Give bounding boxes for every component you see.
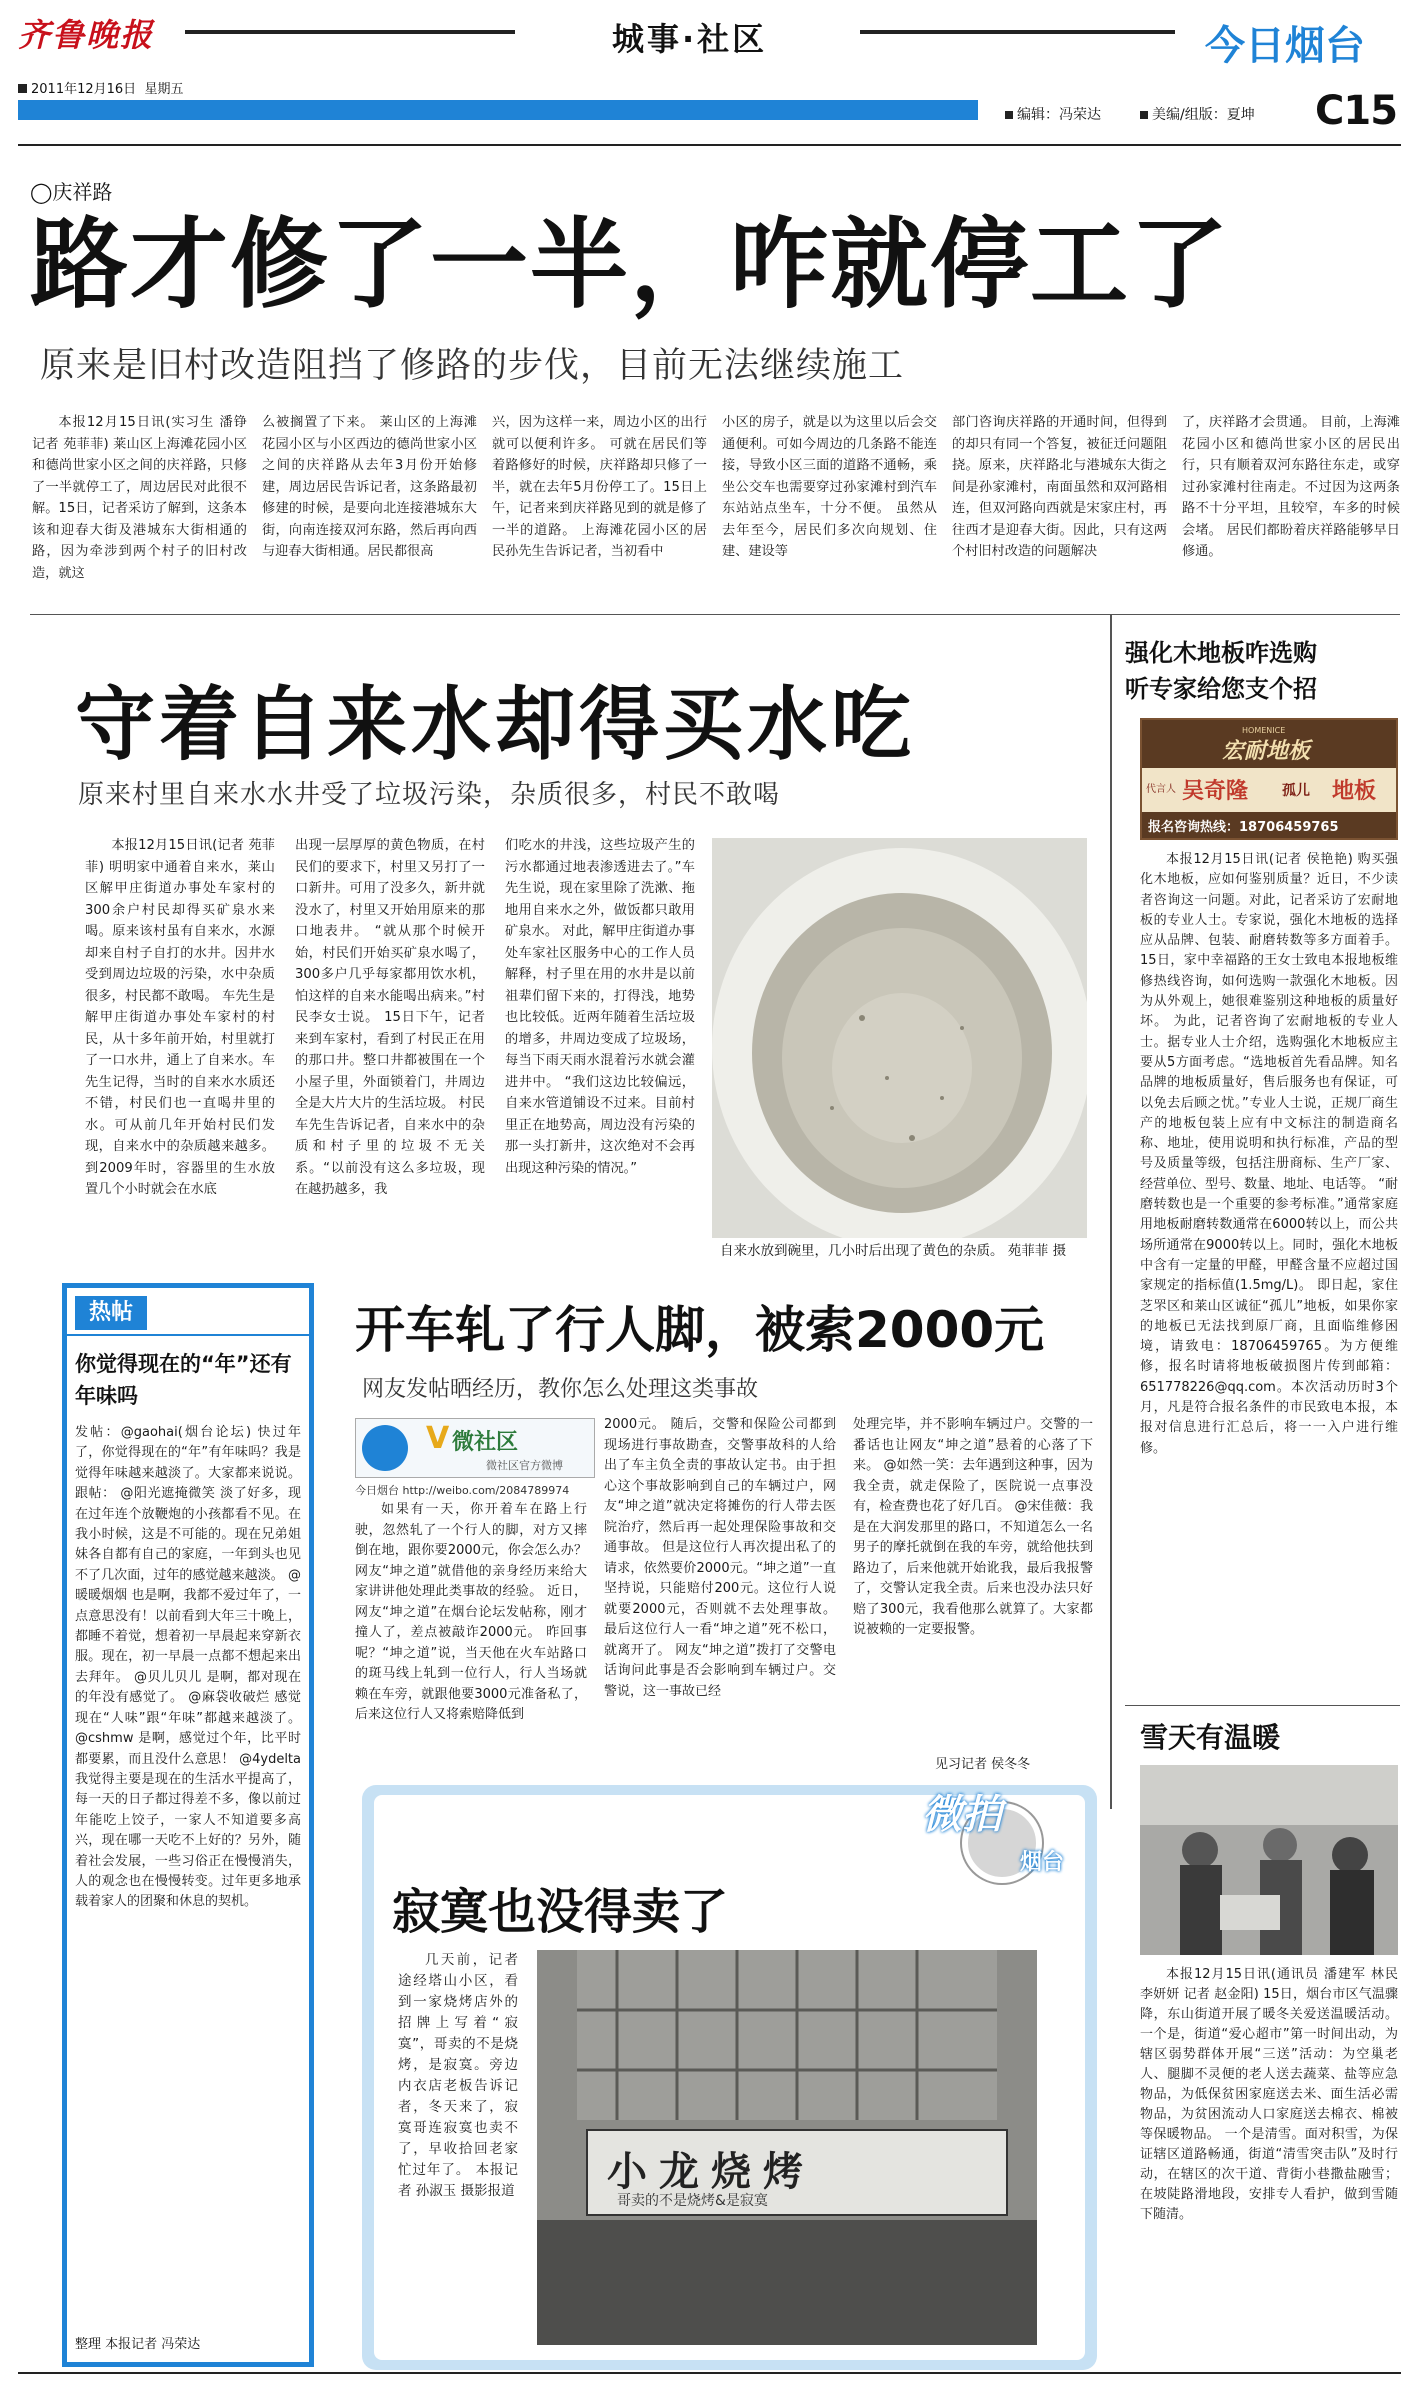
shop-sign-subtext: 哥卖的不是烧烤&是寂寞: [617, 2193, 768, 2209]
article1-tag: ◯庆祥路: [30, 180, 113, 204]
article3-subheadline: 网友发帖晒经历，教你怎么处理这类事故: [362, 1377, 759, 1402]
weishequ-subtitle: 微社区官方微博: [486, 1459, 563, 1472]
masthead-rule-right: [860, 30, 1175, 34]
weipai-badge: [922, 1773, 1092, 1893]
article1-text-2: 么被搁置了下来。 莱山区的上海滩花园小区与小区西边的德尚世家小区之间的庆祥路从去年3月份开始修建，周边居民告诉记者，这条路最初修建的时候，是要向北连接港城东大街，向南连接双河东路，然后再向西与迎春大街相通。居民都很高: [262, 415, 477, 559]
hot-post-body: [75, 1423, 301, 2313]
article1-column-3: [492, 412, 707, 600]
ad-strip: [1142, 768, 1398, 812]
date-line: [18, 78, 183, 97]
article3-text-1: 如果有一天，你开着车在路上行驶，忽然轧了一个行人的脚，对方又摔倒在地，跟你要2000元，你会怎么办？网友“坤之道”就借他的亲身经历来给大家讲讲他处理此类事故的经验。 近日，网友“坤之道”在烟台论坛发帖称，刚才撞人了，差点被敲诈2000元。 昨回事呢？“坤之道”说，当天他在火车站路口的斑马线上轧到一位行人，行人当场就赖在车旁，就跟他要3000元准备私了，后来这位行人又将索赔降低到: [355, 1502, 587, 1722]
editor-credit: [1005, 104, 1101, 124]
weipai-badge-text1: 微拍: [922, 1792, 1002, 1838]
weishequ-url: 今日烟台 http://weibo.com/2084789974: [355, 1484, 570, 1497]
weishequ-logo: [355, 1418, 595, 1478]
ad-hotline: [1148, 816, 1339, 835]
sidebar2-text: 本报12月15日讯(通讯员 潘建军 林民 李妍妍 记者 赵金阳) 15日，烟台市区气温骤降，东山街道开展了暖冬关爱送温暖活动。 一个是，街道“爱心超市”第一时间出动，为辖区弱势群体开展“三送”活动：为空巢老人、腿脚不灵便的老人送去蔬菜、盐等应急物品，为低保贫困家庭送去米、面生活必需物品，为贫困流动人口家庭送去棉衣、棉被等保暖物品。 一个是清雪。面对积雪，为保证辖区道路畅通，街道“清雪突击队”及时行动，在辖区的次干道、背街小巷撒盐融雪；在坡陡路滑地段，安排专人看护，做到雪随下随清。: [1140, 1967, 1398, 2222]
sidebar2-body: [1140, 1965, 1398, 2370]
weipai-text: 几天前，记者途经塔山小区，看到一家烧烤店外的招牌上写着“寂寞”，哥卖的不是烧烤，是寂寞。旁边内衣店老板告诉记者，冬天来了，寂寞哥连寂寞也卖不了，早收拾回老家忙过年了。 本报记者 孙淑玉 摄影报道: [398, 1952, 518, 2199]
article3-column-1: [355, 1500, 587, 1770]
brand-title: 今日烟台: [1205, 23, 1365, 69]
weibo-icon: [362, 1425, 408, 1471]
sidebar1-title-line2: 听专家给您支个招: [1125, 675, 1317, 703]
hot-post-title: 你觉得现在的“年”还有年味吗: [75, 1352, 292, 1408]
article2-headline: 守着自来水却得买水吃: [75, 678, 915, 771]
ad-brand: 宏耐地板: [1222, 739, 1311, 764]
article1-column-6: [1182, 412, 1400, 600]
hot-post-text: 发帖：@gaohai(烟台论坛) 快过年了，你觉得现在的“年”有年味吗？我是觉得年味越来越淡了。大家都来说说。 跟帖： @阳光遮掩微笑 淡了好多，现在过年连个放鞭炮的小孩都看不见。在我小时候，这是不可能的。现在兄弟姐妹各自都有自己的家庭，一年到头也见不了几次面，过年的感觉越来越淡。 @暖暖烟烟 也是啊，我都不爱过年了，一点意思没有！以前看到大年三十晚上，都睡不着觉，想着初一早晨起来穿新衣服。现在，初一早晨一点都不想起来出去拜年。 @贝儿贝儿 是啊，都对现在的年没有感觉了。 @麻袋收破烂 感觉现在“人味”跟“年味”都越来越淡了。 @cshmw 是啊，感觉过个年，比平时都要累，而且没什么意思！ @4ydelta 我觉得主要是现在的生活水平提高了，每一天的日子都过得差不多，像以前过年能吃上饺子，一家人不知道要多高兴，现在哪一天吃不上好的？另外，随着社会发展，一些习俗正在慢慢消失，人的观念也在慢慢转变。过年更多地承载着家人的团聚和休息的契机。: [75, 1425, 301, 1910]
sidebar1-text: 本报12月15日讯(记者 侯艳艳) 购买强化木地板，应如何鉴别质量？近日，不少读者咨询这一问题。对此，记者采访了宏耐地板的专业人士。专家说，强化木地板的选择应从品牌、包装、耐磨转数等多方面着手。 15日，家中幸福路的王女士致电本报地板维修热线咨询，如何选购一款强化木地板。因为从外观上，她很难鉴别这种地板的质量好坏。 为此，记者咨询了宏耐地板的专业人士。据专业人士介绍，选购强化木地板应主要从5方面考虑。“选地板首先看品牌。知名品牌的地板质量好，售后服务也有保证，可以免去后顾之忧。”专业人士说，正规厂商生产的地板包装上应有中文标注的制造商名称、地址，使用说明和执行标准，产品的型号及质量等级，包括注册商标、生产厂家、经营单位、型号、数量、地址、电话等。 “耐磨转数也是一个重要的参考标准。”通常家庭用地板耐磨转数通常在6000转以上，而公共场所通常在9000转以上。同时，强化木地板中含有一定量的甲醛，甲醛含量不应超过国家规定的指标值(1.5mg/L)。 即日起，家住芝罘区和莱山区诚征“孤儿”地板，如果你家的地板已无法找到原厂商，且面临维修困境，请致电：18706459765。为方便维修，报名时请将地板破损图片传到邮箱：651778226@qq.com。本次活动历时3个月，凡是符合报名条件的市民致电本报，本报对信息进行汇总后，将一一入户进行维修。: [1140, 852, 1398, 1456]
sidebar1-title: [1125, 635, 1317, 707]
article3-text-2: 2000元。 随后，交警和保险公司都到现场进行事故勘查，交警事故科的人给出了车主负全责的事故认定书。由于担心这个事故影响到自己的车辆过户，网友“坤之道”就决定将摊伤的行人带去医院治疗，然后再一起处理保险事故和交通事故。 但是这位行人再次提出私了的请求，依然要价2000元。“坤之道”一直坚持说，只能赔付200元。这位行人说就要2000元，否则就不去处理事故。 最后这位行人一看“坤之道”死不松口，就离开了。 网友“坤之道”拨打了交警电话询问此事是否会影响到车辆过户。交警说，这一事故已经: [604, 1417, 836, 1699]
designer-credit: [1140, 104, 1255, 124]
masthead-rule-left: [185, 30, 515, 34]
hot-post-box: [62, 1283, 314, 2367]
weipai-badge-text2: 烟台: [1020, 1850, 1065, 1875]
article2-text-3: 们吃水的井浅，这些垃圾产生的污水都通过地表渗透进去了。”车先生说，现在家里除了洗漱、拖地用自来水之外，做饭都只敢用矿泉水。 对此，解甲庄街道办事处车家社区服务中心的工作人员解释，村子里在用的水井是以前祖辈们留下来的，打得浅，地势也比较低。近两年随着生活垃圾的增多，井周边变成了垃圾场，每当下雨天雨水混着污水就会灌进井中。 “我们这边比较偏远，自来水管道铺设不过来。目前村里正在地势高，周边没有污染的那一头打新井，这次绝对不会再出现这种污染的情况。”: [505, 838, 695, 1176]
sidebar1-title-line1: 强化木地板咋选购: [1125, 639, 1317, 667]
article1-column-2: [262, 412, 477, 600]
ad-slogan1: 孤儿: [1282, 783, 1310, 799]
article3-column-3: [853, 1415, 1093, 1745]
hot-post-rule: [67, 1334, 309, 1336]
issue-weekday: 星期五: [144, 82, 184, 97]
hot-post-header: 热帖: [75, 1296, 147, 1330]
article2-subheadline: 原来村里自来水水井受了垃圾污染，杂质很多，村民不敢喝: [78, 780, 781, 810]
ad-hotline-label: 报名咨询热线：: [1148, 820, 1240, 835]
article1-column-4: [722, 412, 937, 600]
article1-column-5: [952, 412, 1167, 600]
article1-text-1: 本报12月15日讯(实习生 潘铮 记者 苑菲菲) 莱山区上海滩花园小区和德尚世家小区之间的庆祥路，只修了一半就停工了，周边居民对此很不解。15日，记者采访了解到，这条本该和迎春大街及港城东大街相通的路，因为牵涉到两个村子的旧村改造，就这: [32, 415, 247, 581]
article1-divider: [30, 614, 1400, 615]
ad-slogan2: 地板: [1332, 779, 1377, 804]
sidebar1-body: [1140, 850, 1398, 1690]
sidebar2-title: 雪天有温暖: [1140, 1721, 1281, 1754]
article1-text-6: 了，庆祥路才会贯通。 目前，上海滩花园小区和德尚世家小区的居民出行，只有顺着双河东路往东走，或穿过孙家滩村往南走。不过因为这两条路不十分平坦，且较窄，车多的时候会堵。 居民们都盼着庆祥路能够早日修通。: [1182, 415, 1400, 559]
newspaper-logo: 齐鲁晚报: [18, 16, 155, 54]
article3-text-3: 处理完毕，并不影响车辆过户。交警的一番话也让网友“坤之道”悬着的心落了下来。 @如然一笑：去年遇到这种事，因为我全责，就走保险了，医院说一点事没有，检查费也花了好几百。 @宋佳薇：我是在大润发那里的路口，不知道怎么一名男子的摩托就倒在我的车旁，就给他扶到路边了，后来他就开始讹我，最后我报警了，交警认定我全责。后来也没办法只好赔了300元，我看他那么就算了。大家都说被赖的一定要报警。: [853, 1417, 1093, 1637]
issue-date: 2011年12月16日: [31, 82, 137, 97]
designer-name: 美编/组版：夏坤: [1152, 107, 1255, 123]
water-bowl-illustration: [712, 838, 1087, 1238]
blue-band: [18, 100, 978, 120]
article1-text-3: 兴，因为这样一来，周边小区的出行就可以便利许多。 可就在居民们等着路修好的时候，庆祥路却只修了一半，就在去年5月份停工了。15日上午，记者来到庆祥路见到的就是修了一半的道路。 上海滩花园小区的居民孙先生告诉记者，当初看中: [492, 415, 707, 559]
editor-name: 编辑：冯荣达: [1017, 107, 1101, 123]
article1-text-4: 小区的房子，就是以为这里以后会交通便利。可如今周边的几条路不能连接，导致小区三面的道路不通畅，乘坐公交车也需要穿过孙家滩村到汽车东站站点坐车，十分不便。 虽然从去年至今，居民们多次向规划、住建、建设等: [722, 415, 937, 559]
page-number: C15: [1315, 88, 1398, 134]
top-rule: [18, 144, 1401, 146]
hot-post-credit: 整理 本报记者 冯荣达: [75, 2337, 201, 2352]
article1-subheadline: 原来是旧村改造阻挡了修路的步伐，目前无法继续施工: [40, 346, 905, 386]
article3-headline: 开车轧了行人脚，被索2000元: [355, 1301, 1045, 1359]
article1-text-5: 部门咨询庆祥路的开通时间，但得到的却只有同一个答复，被征迁问题阻挠。原来，庆祥路北与港城东大街之间是孙家滩村，南面虽然和双河路相连，但双河路向西就是宋家庄村，再往西才是迎春大街。因此，只有这两个村旧村改造的问题解决: [952, 415, 1167, 559]
article2-text-2: 出现一层厚厚的黄色物质，在村民们的要求下，村里又另打了一口新井。可用了没多久，新井就没水了，村里又开始用原来的那口地表井。 “就从那个时候开始，村民们开始买矿泉水喝了，300多户几乎每家都用饮水机，怕这样的自来水能喝出病来。”村民李女士说。 15日下午，记者来到车家村，看到了村民正在用的那口井。整口井都被围在一个小屋子里，外面锁着门，井周边全是大片大片的生活垃圾。 村民车先生告诉记者，自来水中的杂质和村子里的垃圾不无关系。“以前没有这么多垃圾，现在越扔越多，我: [295, 838, 485, 1197]
ad-spokes-name: 吴奇隆: [1182, 779, 1249, 804]
bbq-shop-photo: [537, 1950, 1037, 2345]
article1-tag-text: 庆祥路: [52, 180, 113, 204]
water-bowl-photo: [712, 838, 1087, 1238]
ad-hotline-number: 18706459765: [1239, 820, 1339, 835]
sidebar-divider: [1110, 614, 1112, 1809]
article2-column-3: [505, 835, 695, 1275]
people-snow-illustration: [1140, 1765, 1398, 1955]
ad-spokes-label: 代言人: [1146, 784, 1176, 795]
article1-headline: 路才修了一半，咋就停工了: [30, 208, 1231, 322]
sidebar2-divider: [1125, 1705, 1400, 1706]
flooring-ad-banner: [1140, 718, 1398, 840]
article3-credit: 见习记者 侯冬冬: [935, 1757, 1031, 1772]
article2-text-1: 本报12月15日讯(记者 苑菲菲) 明明家中通着自来水，莱山区解甲庄街道办事处车家村的300余户村民却得买矿泉水来喝。原来该村虽有自来水，水源却来自村子自打的水井。因井水受到周边垃圾的污染，水中杂质很多，村民都不敢喝。 车先生是解甲庄街道办事处车家村的村民，从十多年前开始，村里就打了一口水井，通上了自来水。车先生记得，当时的自来水水质还不错，村民们也一直喝井里的水。可从前几年开始村民们发现，自来水中的杂质越来越多。 到2009年时，容器里的生水放置几个小时就会在水底: [85, 838, 275, 1197]
weishequ-v: V: [426, 1421, 450, 1456]
article3-column-2: [604, 1415, 836, 1770]
weipai-box: [362, 1785, 1097, 2370]
shop-sign-text: 小龙烧烤: [607, 2149, 815, 2195]
weishequ-title: 微社区: [452, 1430, 519, 1455]
weipai-title: 寂寞也没得卖了: [392, 1884, 729, 1940]
ad-brand-en: HOMENICE: [1242, 726, 1286, 735]
article1-column-1: [32, 412, 247, 600]
article2-column-2: [295, 835, 485, 1275]
section-title: 城事·社区: [612, 20, 768, 58]
weipai-body: [398, 1950, 518, 2340]
article2-column-1: [85, 835, 275, 1275]
bottom-rule: [18, 2372, 1401, 2374]
snow-photo: [1140, 1765, 1398, 1955]
photo-caption: 自来水放到碗里，几小时后出现了黄色的杂质。 苑菲菲 摄: [720, 1243, 1067, 1259]
